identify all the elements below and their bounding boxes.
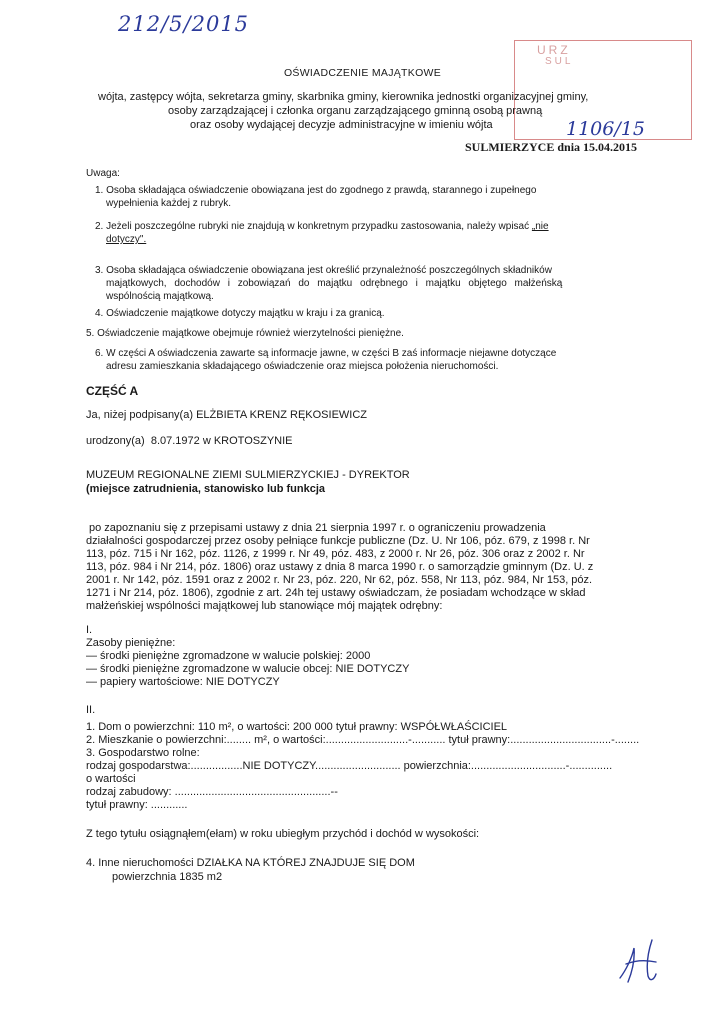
section-1-line-1: — środki pieniężne zgromadzone w walucie polskiej: 2000: [86, 650, 371, 662]
section-2-line-6: rodzaj zabudowy: ...................................................--: [86, 786, 338, 798]
section-2-line-8: 4. Inne nieruchomości DZIAŁKA NA KTÓREJ ZNAJDUJE SIĘ DOM: [86, 857, 415, 869]
section-2-roman: II.: [86, 704, 96, 716]
note-1-cont: wypełnienia każdej z rubryk.: [106, 198, 232, 209]
section-1-label: Zasoby pieniężne:: [86, 637, 176, 649]
section-1: [86, 624, 409, 689]
stamp-registration-number: 1106/15: [566, 118, 645, 140]
note-2-quote: „nie: [531, 221, 549, 232]
law-line-2: działalności gospodarczej przez osoby pełniące funkcje publiczne (Dz. U. Nr 106, póz. 679, z 1998 r. Nr: [86, 535, 590, 547]
section-2-line-3: 3. Gospodarstwo rolne:: [86, 747, 200, 759]
note-5: 5. Oświadczenie majątkowe obejmuje również wierzytelności pieniężne.: [86, 328, 404, 339]
note-2: [95, 220, 549, 233]
signature-initials: [612, 930, 672, 990]
employer-caption: (miejsce zatrudnienia, stanowisko lub funkcja: [86, 483, 326, 495]
note-2-cont: dotyczy".: [106, 234, 147, 245]
stamp-line-2: SUL: [545, 56, 574, 67]
note-6-line-1: 6. W części A oświadczenia zawarte są informacje jawne, w części B zaś informacje niejawne dotyczące: [95, 348, 557, 359]
note-3-line-3: wspólnością majątkową.: [106, 291, 214, 302]
section-1-line-2: — środki pieniężne zgromadzone w walucie obcej: NIE DOTYCZY: [86, 663, 410, 675]
section-2: [86, 704, 639, 812]
section-2-line-5: o wartości: [86, 773, 136, 785]
section-2-line-4: rodzaj gospodarstwa:.................NIE DOTYCZY............................ powierzchnia:...............................-..............: [86, 760, 613, 772]
note-6-line-2: adresu zamieszkania składającego oświadczenie oraz miejsca położenia nieruchomości.: [106, 361, 499, 372]
law-paragraph: [86, 522, 593, 613]
note-1: 1. Osoba składająca oświadczenie obowiązana jest do zgodnego z prawdą, starannego i zupełnego: [95, 185, 537, 196]
header-subtitle-3: oraz osoby wydającej decyzje administracyjne w imieniu wójta: [190, 119, 493, 131]
section-1-roman: I.: [86, 624, 93, 636]
law-line-4: 113, póz. 984 i Nr 214, póz. 1806) oraz ustawy z dnia 8 marca 1990 r. o samorządzie gminnym (Dz. U. z: [86, 561, 594, 573]
law-line-3: 113, póz. 715 i Nr 162, póz. 1126, z 1999 r. Nr 49, póz. 483, z 2000 r. Nr 26, póz. 306 oraz z 2002 r. Nr: [86, 548, 585, 560]
section-2-line-2: 2. Mieszkanie o powierzchni:........ m², o wartości:...........................-........... tytuł prawny:.................................-........: [86, 734, 640, 746]
law-line-6: 1271 i Nr 214, póz. 1806), zgodnie z art. 24h tej ustawy oświadczam, że posiadam wchodzące w skład: [86, 587, 586, 599]
section-2-line-7: tytuł prawny: ............: [86, 799, 188, 811]
note-4: 4. Oświadczenie majątkowe dotyczy majątku w kraju i za granicą.: [95, 308, 385, 319]
note-2-text: 2. Jeżeli poszczególne rubryki nie znajdują w konkretnym przypadku zastosowania, należy wpisać: [95, 221, 530, 232]
section-2-line-9: powierzchnia 1835 m2: [112, 871, 223, 883]
born-line: [86, 434, 293, 448]
law-line-5: 2001 r. Nr 142, póz. 1591 oraz z 2002 r. Nr 23, póz. 220, Nr 62, póz. 558, Nr 113, póz. 984, Nr 153, póz.: [86, 574, 593, 586]
section-1-line-3: — papiery wartościowe: NIE DOTYCZY: [86, 676, 280, 688]
handwritten-reference: 212/5/2015: [118, 12, 250, 36]
income-line: Z tego tytułu osiągnąłem(ełam) w roku ubiegłym przychód i dochód w wysokości:: [86, 828, 480, 840]
born-date: 8.07.1972: [150, 435, 200, 447]
uwaga-label: Uwaga:: [86, 168, 120, 179]
signed-label: Ja, niżej podpisany(a): [86, 409, 194, 421]
header-subtitle-2: osoby zarządzającej i członka organu zarządzającego gminną osobą prawną: [168, 105, 543, 117]
born-label: urodzony(a): [86, 435, 145, 447]
law-line-7: małżeńskiej wspólności majątkowej lub stanowiące mój majątek odrębny:: [86, 600, 443, 612]
employer: MUZEUM REGIONALNE ZIEMI SULMIERZYCKIEJ - DYREKTOR: [86, 469, 410, 481]
born-place: KROTOSZYNIE: [213, 435, 293, 447]
document-title: OŚWIADCZENIE MAJĄTKOWE: [283, 67, 442, 79]
note-3-line-1: 3. Osoba składająca oświadczenie obowiązana jest określić przynależność poszczególnych składników: [95, 265, 552, 276]
section-2-line-1: 1. Dom o powierzchni: 110 m², o wartości: 200 000 tytuł prawny: WSPÓŁWŁAŚCICIEL: [86, 721, 508, 733]
place-date: SULMIERZYCE dnia 15.04.2015: [465, 140, 638, 154]
stamp-line-1: URZ: [537, 43, 571, 57]
signed-line: [86, 408, 367, 422]
law-line-1: po zapoznaniu się z przepisami ustawy z dnia 21 sierpnia 1997 r. o ograniczeniu prowadzenia: [89, 522, 546, 534]
signed-name: ELŻBIETA KRENZ RĘKOSIEWICZ: [196, 409, 368, 421]
part-a-heading: CZĘŚĆ A: [86, 384, 139, 398]
header-subtitle-1: wójta, zastępcy wójta, sekretarza gminy, skarbnika gminy, kierownika jednostki organizacyjnej gminy,: [98, 91, 589, 103]
note-3-line-2: majątkowych, dochodów i zobowiązań do majątku odrębnego i majątku objętego małżeńską: [106, 278, 563, 289]
born-w: w: [202, 435, 211, 447]
